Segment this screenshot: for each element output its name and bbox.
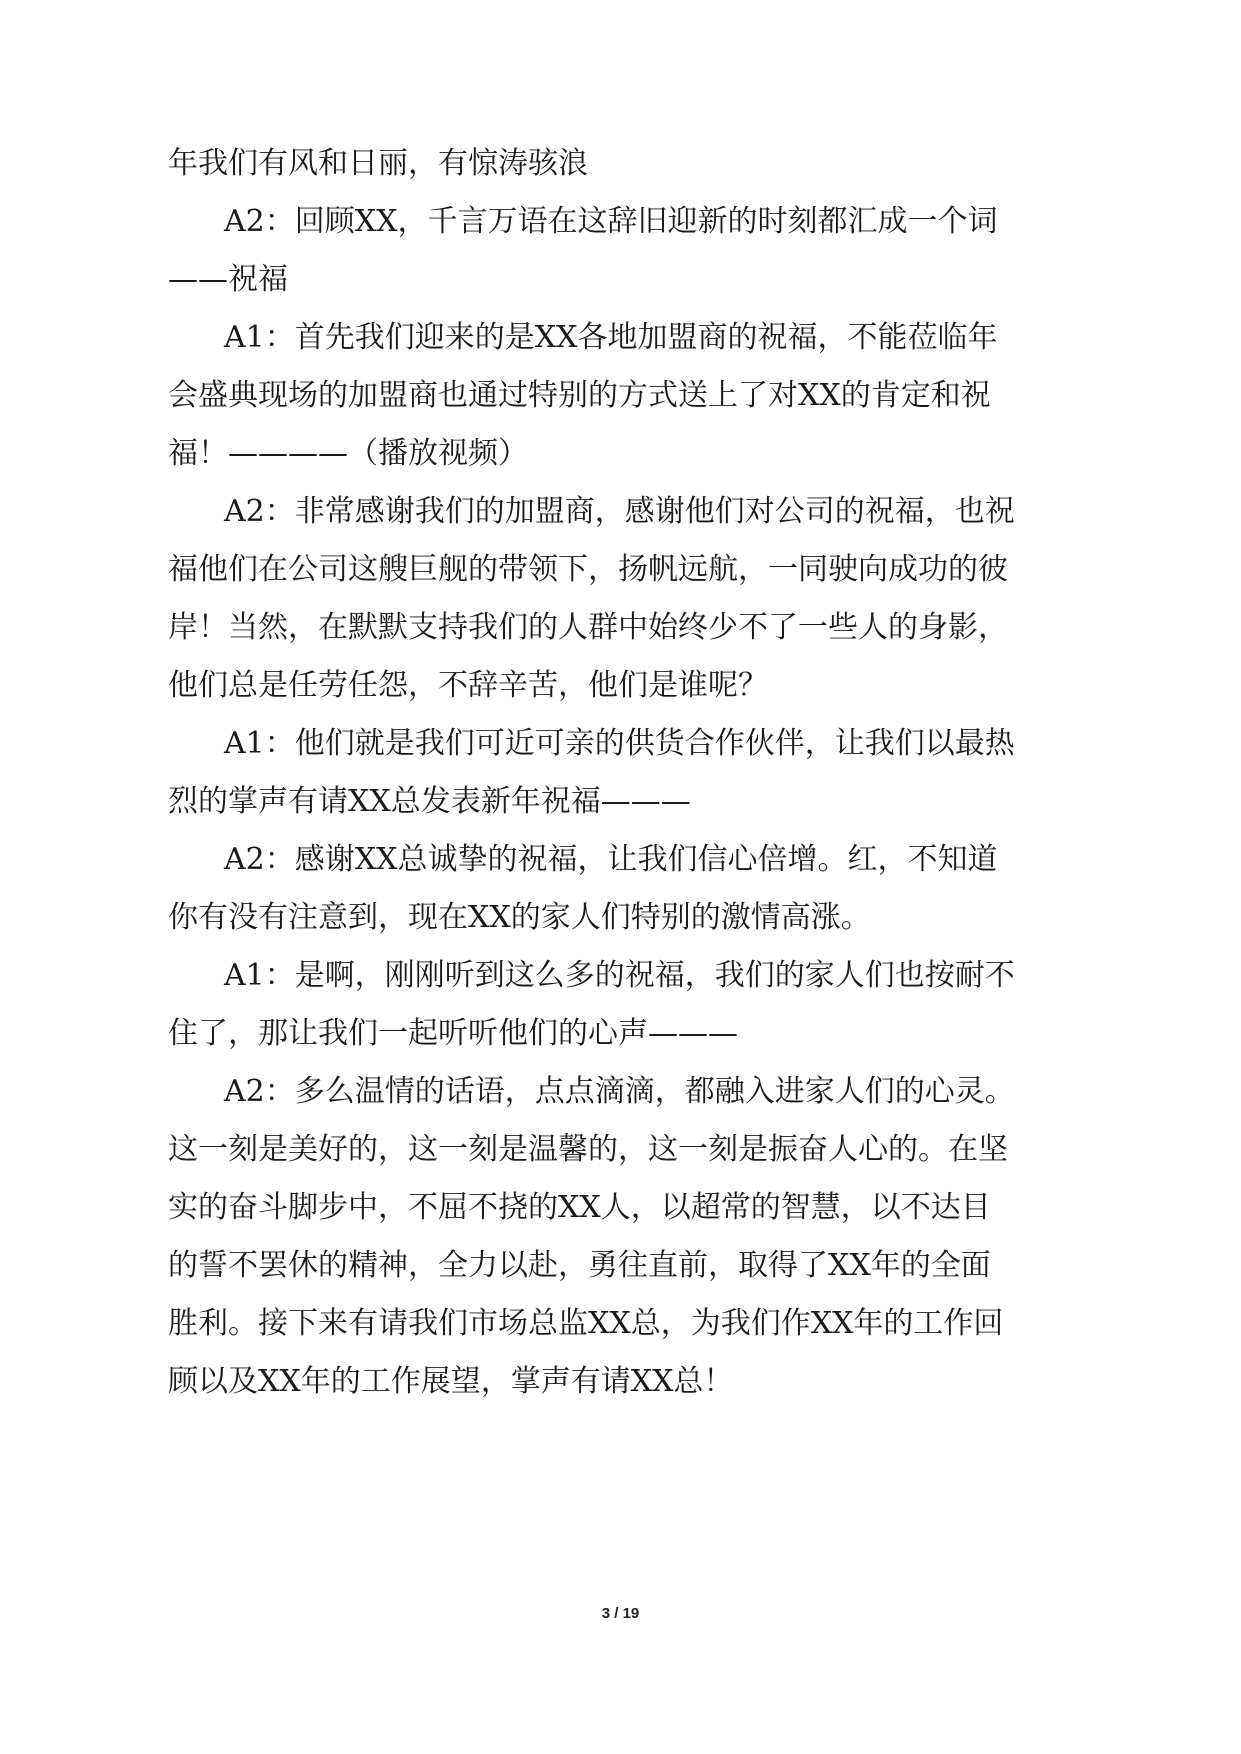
text-line: 烈的掌声有请XX总发表新年祝福——— bbox=[168, 784, 691, 819]
text-line: 福！————（播放视频） bbox=[168, 436, 528, 471]
text-line: A2：多么温情的话语，点点滴滴，都融入进家人们的心灵。 bbox=[224, 1074, 1015, 1109]
text-line: A1：是啊，刚刚听到这么多的祝福，我们的家人们也按耐不 bbox=[224, 958, 1015, 993]
text-line: ——祝福 bbox=[168, 262, 288, 297]
text-line: A2：回顾XX，千言万语在这辞旧迎新的时刻都汇成一个词 bbox=[224, 204, 998, 239]
text-line: 顾以及XX年的工作展望，掌声有请XX总！ bbox=[168, 1364, 734, 1399]
text-line: 会盛典现场的加盟商也通过特别的方式送上了对XX的肯定和祝 bbox=[168, 378, 991, 413]
text-line: A1：他们就是我们可近可亲的供货合作伙伴，让我们以最热 bbox=[224, 726, 1015, 761]
page-number: 3 / 19 bbox=[601, 1605, 640, 1622]
text-line: 他们总是任劳任怨，不辞辛苦，他们是谁呢？ bbox=[168, 668, 768, 703]
text-line: 岸！当然，在默默支持我们的人群中始终少不了一些人的身影， bbox=[168, 610, 1008, 645]
text-line: 实的奋斗脚步中，不屈不挠的XX人，以超常的智慧，以不达目 bbox=[168, 1190, 991, 1225]
text-line: 年我们有风和日丽，有惊涛骇浪 bbox=[168, 146, 588, 181]
text-line: 福他们在公司这艘巨舰的带领下，扬帆远航，一同驶向成功的彼 bbox=[168, 552, 1008, 587]
text-line: 你有没有注意到，现在XX的家人们特别的激情高涨。 bbox=[168, 900, 871, 935]
text-line: 住了，那让我们一起听听他们的心声——— bbox=[168, 1016, 738, 1051]
text-line: 胜利。接下来有请我们市场总监XX总，为我们作XX年的工作回 bbox=[168, 1306, 1004, 1341]
text-line: A1：首先我们迎来的是XX各地加盟商的祝福，不能莅临年 bbox=[224, 320, 998, 355]
text-line: A2：非常感谢我们的加盟商，感谢他们对公司的祝福，也祝 bbox=[224, 494, 1015, 529]
text-line: A2：感谢XX总诚挚的祝福，让我们信心倍增。红，不知道 bbox=[224, 842, 998, 877]
text-line: 的誓不罢休的精神，全力以赴，勇往直前，取得了XX年的全面 bbox=[168, 1248, 991, 1283]
text-line: 这一刻是美好的，这一刻是温馨的，这一刻是振奋人心的。在坚 bbox=[168, 1132, 1008, 1167]
